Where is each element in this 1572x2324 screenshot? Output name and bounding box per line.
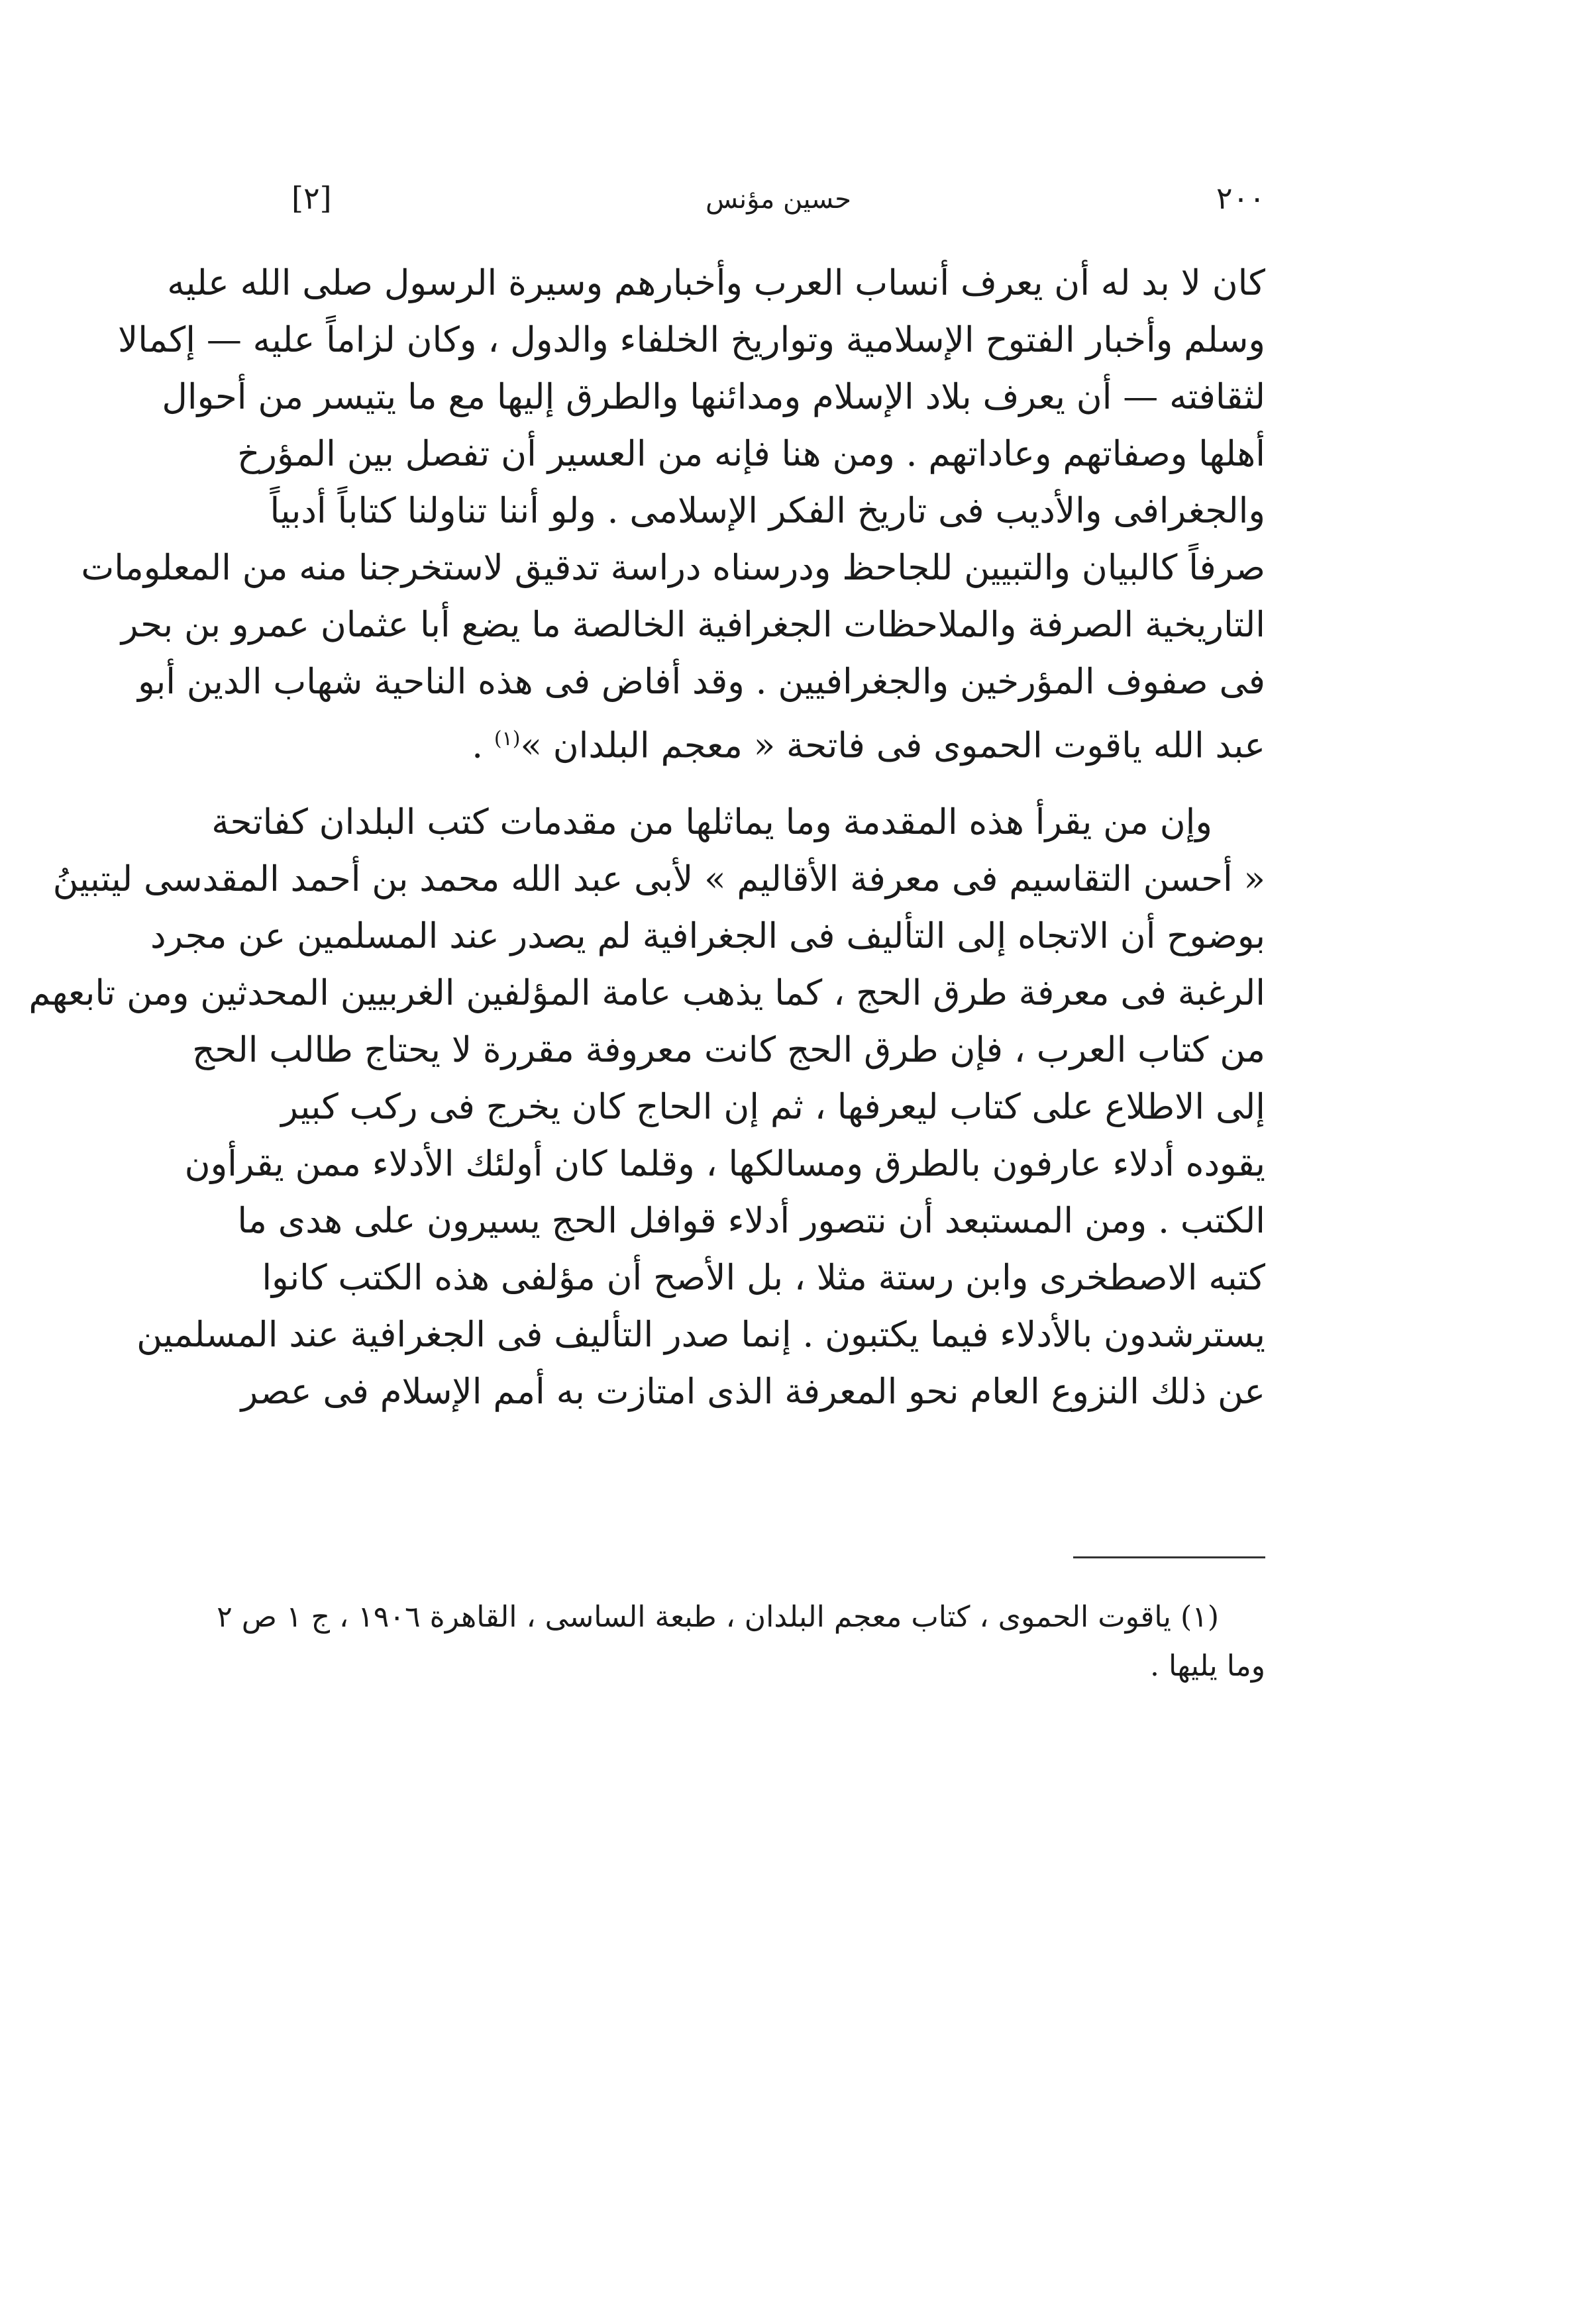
text-line: كتبه الاصطخرى وابن رستة مثلا ، بل الأصح أن مؤلفى هذه الكتب كانوا: [262, 1258, 1265, 1298]
body-text: [28, 255, 1265, 1421]
footnote-line: وما يليها .: [1150, 1649, 1265, 1683]
footnote: [217, 1593, 1265, 1691]
text-line: الكتب . ومن المستبعد أن نتصور أدلاء قوافل الحج يسيرون على هدى ما: [237, 1201, 1265, 1241]
text-line: الرغبة فى معرفة طرق الحج ، كما يذهب عامة المؤلفين الغربيين المحدثين ومن تابعهم: [28, 973, 1265, 1013]
text-line: عن ذلك النزوع العام نحو المعرفة الذى امتازت به أمم الإسلام فى عصر: [240, 1372, 1265, 1412]
text-line: وسلم وأخبار الفتوح الإسلامية وتواريخ الخلفاء والدول ، وكان لزاماً عليه — إكمالا: [118, 320, 1265, 360]
text-line: والجغرافى والأديب فى تاريخ الفكر الإسلامى . ولو أننا تناولنا كتاباً أدبياً: [270, 491, 1265, 531]
sentence-end: .: [472, 725, 494, 766]
text-line: صرفاً كالبيان والتبيين للجاحظ ودرسناه دراسة تدقيق لاستخرجنا منه من المعلومات: [81, 548, 1265, 588]
text-line-last: [291, 711, 1265, 768]
footnote-reference: (١): [494, 727, 521, 750]
text-line: لثقافته — أن يعرف بلاد الإسلام ومدائنها والطرق إليها مع ما يتيسر من أحوال: [162, 377, 1265, 417]
text-line: بوضوح أن الاتجاه إلى التأليف فى الجغرافية لم يصدر عند المسلمين عن مجرد: [150, 916, 1265, 956]
text-line: فى صفوف المؤرخين والجغرافيين . وقد أفاض فى هذه الناحية شهاب الدين أبو: [138, 662, 1265, 702]
text-line: من كتاب العرب ، فإن طرق الحج كانت معروفة مقررة لا يحتاج طالب الحج: [192, 1030, 1265, 1070]
text-line: التاريخية الصرفة والملاحظات الجغرافية الخالصة ما يضع أبا عثمان عمرو بن بحر: [121, 605, 1265, 645]
footnote-separator: [1073, 1556, 1265, 1558]
text-line: يقوده أدلاء عارفون بالطرق ومسالكها ، وقلما كان أولئك الأدلاء ممن يقرأون: [184, 1144, 1265, 1184]
text-line: يسترشدون بالأدلاء فيما يكتبون . إنما صدر التأليف فى الجغرافية عند المسلمين: [136, 1315, 1265, 1355]
signature-mark: [٢]: [291, 180, 332, 216]
text-line: أهلها وصفاتهم وعاداتهم . ومن هنا فإنه من العسير أن تفصل بين المؤرخ: [237, 434, 1265, 474]
paragraph-gap: [291, 768, 1265, 794]
text-line: كان لا بد له أن يعرف أنساب العرب وأخبارهم وسيرة الرسول صلى الله عليه: [167, 263, 1265, 303]
text-line: إلى الاطلاع على كتاب ليعرفها ، ثم إن الحاج كان يخرج فى ركب كبير: [281, 1087, 1265, 1127]
text-line: « أحسن التقاسيم فى معرفة الأقاليم » لأبى عبد الله محمد بن أحمد المقدسى ليتبينُ: [52, 859, 1265, 899]
paragraph-2: [28, 794, 1265, 1421]
last-line-text: عبد الله ياقوت الحموى فى فاتحة « معجم البلدان »: [520, 725, 1265, 766]
running-head-author: حسين مؤنس: [706, 184, 851, 215]
running-header: [291, 180, 1265, 240]
footnote-line: (١) ياقوت الحموى ، كتاب معجم البلدان ، طبعة الساسى ، القاهرة ١٩٠٦ ، ج ١ ص ٢: [217, 1600, 1219, 1634]
text-line: وإن من يقرأ هذه المقدمة وما يماثلها من مقدمات كتب البلدان كفاتحة: [211, 802, 1212, 842]
page-number: ٢٠٠: [1216, 180, 1265, 216]
paragraph-1: [81, 255, 1265, 768]
